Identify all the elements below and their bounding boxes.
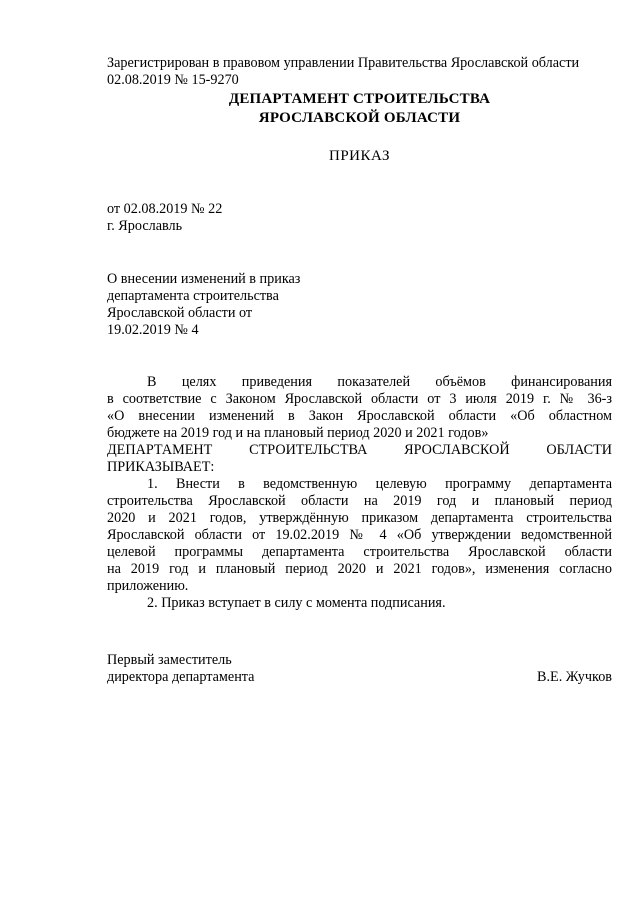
registration-line-1: Зарегистрирован в правовом управлении Правительства Ярославской области: [107, 55, 580, 71]
item1-line: 1. Внести в ведомственную целевую программу департамента: [147, 476, 612, 492]
subject-line: Ярославской области от: [107, 305, 253, 321]
registration-line-2: 02.08.2019 № 15-9270: [107, 72, 239, 88]
department-title: [107, 90, 612, 128]
item1-line: 2020 и 2021 годов, утверждённую приказом департамента строительства: [107, 510, 612, 526]
signer-name: В.Е. Жучков: [537, 669, 612, 685]
department-title-line-1: ДЕПАРТАМЕНТ СТРОИТЕЛЬСТВА: [228, 91, 491, 107]
orders-line: ДЕПАРТАМЕНТ СТРОИТЕЛЬСТВА ЯРОСЛАВСКОЙ ОБЛАСТИ: [107, 442, 612, 458]
subject-line: 19.02.2019 № 4: [107, 322, 199, 338]
item1-line: приложению.: [107, 578, 189, 594]
registration-stamp: [107, 55, 612, 89]
signature-block: [107, 652, 612, 686]
item1-line: на 2019 год и плановый период 2020 и 2021 годов», изменения согласно: [107, 561, 612, 577]
order-subject: [107, 271, 300, 339]
signer-position-line-1: Первый заместитель: [107, 652, 232, 668]
order-date-number: от 02.08.2019 № 22: [107, 201, 223, 217]
item1-line: целевой программы департамента строительства Ярославской области: [107, 544, 612, 560]
subject-line: департамента строительства: [107, 288, 279, 304]
item1-line: Ярославской области от 19.02.2019 № 4 «Об утверждении ведомственной: [107, 527, 612, 543]
order-city: г. Ярославль: [107, 218, 183, 234]
subject-line: О внесении изменений в приказ: [107, 271, 301, 287]
department-title-line-2: ЯРОСЛАВСКОЙ ОБЛАСТИ: [258, 110, 461, 126]
preamble-line: В целях приведения показателей объёмов финансирования: [147, 374, 612, 390]
preamble-line: бюджете на 2019 год и на плановый период 2020 и 2021 годов»: [107, 425, 489, 441]
order-body: [107, 374, 612, 612]
order-title: ПРИКАЗ: [329, 148, 390, 164]
signature-row: [107, 669, 612, 686]
signer-position-line-2: директора департамента: [107, 669, 255, 685]
preamble-line: в соответствие с Законом Ярославской области от 3 июля 2019 г. № 36-з: [107, 391, 612, 407]
item2-line: 2. Приказ вступает в силу с момента подписания.: [147, 595, 446, 611]
preamble-line: «О внесении изменений в Закон Ярославской области «Об областном: [107, 408, 612, 424]
order-meta: [107, 201, 222, 235]
item1-line: строительства Ярославской области на 2019 год и плановый период: [107, 493, 612, 509]
orders-line: ПРИКАЗЫВАЕТ:: [107, 459, 215, 475]
